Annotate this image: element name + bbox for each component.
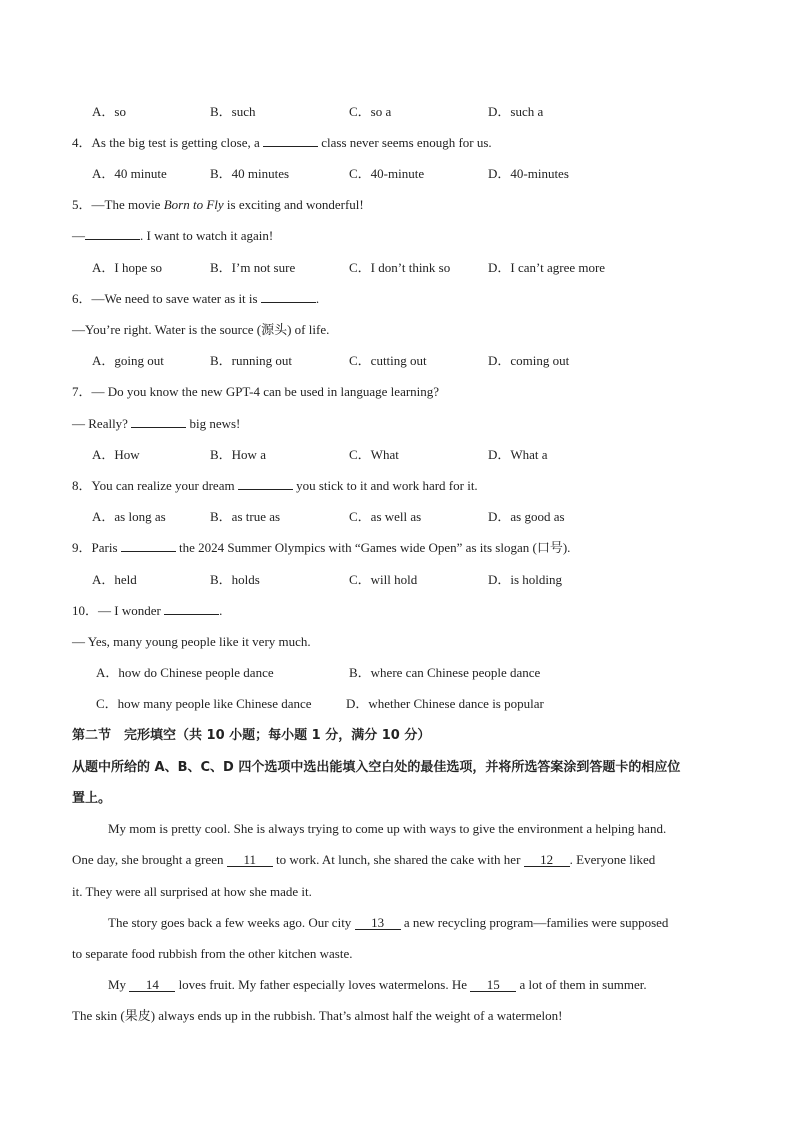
option-a: A．going out — [92, 353, 164, 368]
question-5-line-1: 5．—The movie Born to Fly is exciting and wonderful! — [72, 197, 364, 212]
question-9-stem: 9．Paris the 2024 Summer Olympics with “Games wide Open” as its slogan (口号). — [72, 540, 571, 555]
question-4-stem: 4．As the big test is getting close, a class never seems enough for us. — [72, 135, 492, 150]
option-c: C．so a — [349, 104, 392, 119]
question-5-line-2: — . I want to watch it again! — [72, 228, 274, 243]
passage-p3-line-1: My 14 loves fruit. My father especially loves watermelons. He 15 a lot of them in summer. — [108, 977, 647, 992]
passage-p2-line-2: to separate food rubbish from the other kitchen waste. — [72, 946, 353, 961]
cloze-blank-12: 12 — [524, 853, 570, 867]
question-10-line-1: 10．— I wonder . — [72, 603, 223, 618]
option-d: D．whether Chinese dance is popular — [346, 696, 544, 711]
question-6-line-1: 6．—We need to save water as it is . — [72, 291, 320, 306]
cloze-blank-11: 11 — [227, 853, 273, 867]
passage-p2-line-1: The story goes back a few weeks ago. Our city 13 a new recycling program—families were supposed — [108, 915, 669, 930]
option-d: D．coming out — [488, 353, 570, 368]
option-c: C．40-minute — [349, 166, 425, 181]
option-b: B．40 minutes — [210, 166, 290, 181]
passage-p1-line-3: it. They were all surprised at how she made it. — [72, 884, 312, 899]
question-8-stem: 8．You can realize your dream you stick to it and work hard for it. — [72, 478, 478, 493]
section-instruction: 从题中所给的 A、B、C、D 四个选项中选出能填入空白处的最佳选项，并将所选答案涂到答题卡的相应位 — [72, 760, 681, 775]
question-10-line-2: — Yes, many young people like it very much. — [72, 634, 311, 649]
question-7-line-1: 7．— Do you know the new GPT-4 can be used in language learning? — [72, 384, 440, 399]
question-6-line-2: —You’re right. Water is the source (源头) of life. — [72, 322, 330, 337]
option-b: B．How a — [210, 447, 266, 462]
section-title: 第二节 完形填空（共 10 小题；每小题 1 分，满分 10 分） — [72, 728, 431, 743]
section-instruction-cont: 置上。 — [72, 791, 112, 806]
option-a: A．40 minute — [92, 166, 167, 181]
option-c: C．What — [349, 447, 399, 462]
option-a: A．so — [92, 104, 126, 119]
passage-p1-line-1: My mom is pretty cool. She is always trying to come up with ways to give the environment a helping hand. — [108, 821, 667, 836]
answer-blank — [131, 427, 186, 428]
option-b: B．where can Chinese people dance — [349, 665, 541, 680]
option-d: D．is holding — [488, 572, 563, 587]
option-d: D．What a — [488, 447, 548, 462]
option-c: C．will hold — [349, 572, 418, 587]
option-a: A．I hope so — [92, 260, 163, 275]
movie-title: Born to Fly — [163, 197, 224, 212]
option-c: C．cutting out — [349, 353, 427, 368]
option-d: D．I can’t agree more — [488, 260, 606, 275]
answer-blank — [164, 614, 219, 615]
option-a: A．how do Chinese people dance — [96, 665, 274, 680]
option-b: B．running out — [210, 353, 292, 368]
option-b: B．I’m not sure — [210, 260, 296, 275]
option-c: C．I don’t think so — [349, 260, 451, 275]
passage-p1-line-2: One day, she brought a green 11 to work. At lunch, she shared the cake with her 12 . Everyone liked — [72, 852, 656, 867]
option-c: C．how many people like Chinese dance — [96, 696, 312, 711]
option-a: A．How — [92, 447, 140, 462]
cloze-blank-13: 13 — [355, 916, 401, 930]
answer-blank — [85, 239, 140, 240]
answer-blank — [238, 489, 293, 490]
option-b: B．as true as — [210, 509, 281, 524]
option-c: C．as well as — [349, 509, 422, 524]
question-7-line-2: — Really? big news! — [72, 416, 241, 431]
option-b: B．holds — [210, 572, 260, 587]
option-a: A．held — [92, 572, 137, 587]
answer-blank — [263, 146, 318, 147]
option-b: B．such — [210, 104, 256, 119]
option-d: D．40-minutes — [488, 166, 569, 181]
answer-blank — [261, 302, 316, 303]
option-d: D．as good as — [488, 509, 565, 524]
option-d: D．such a — [488, 104, 544, 119]
option-a: A．as long as — [92, 509, 166, 524]
cloze-blank-14: 14 — [129, 978, 175, 992]
passage-p3-line-2: The skin (果皮) always ends up in the rubbish. That’s almost half the weight of a watermelon! — [72, 1008, 563, 1023]
answer-blank — [121, 551, 176, 552]
cloze-blank-15: 15 — [470, 978, 516, 992]
